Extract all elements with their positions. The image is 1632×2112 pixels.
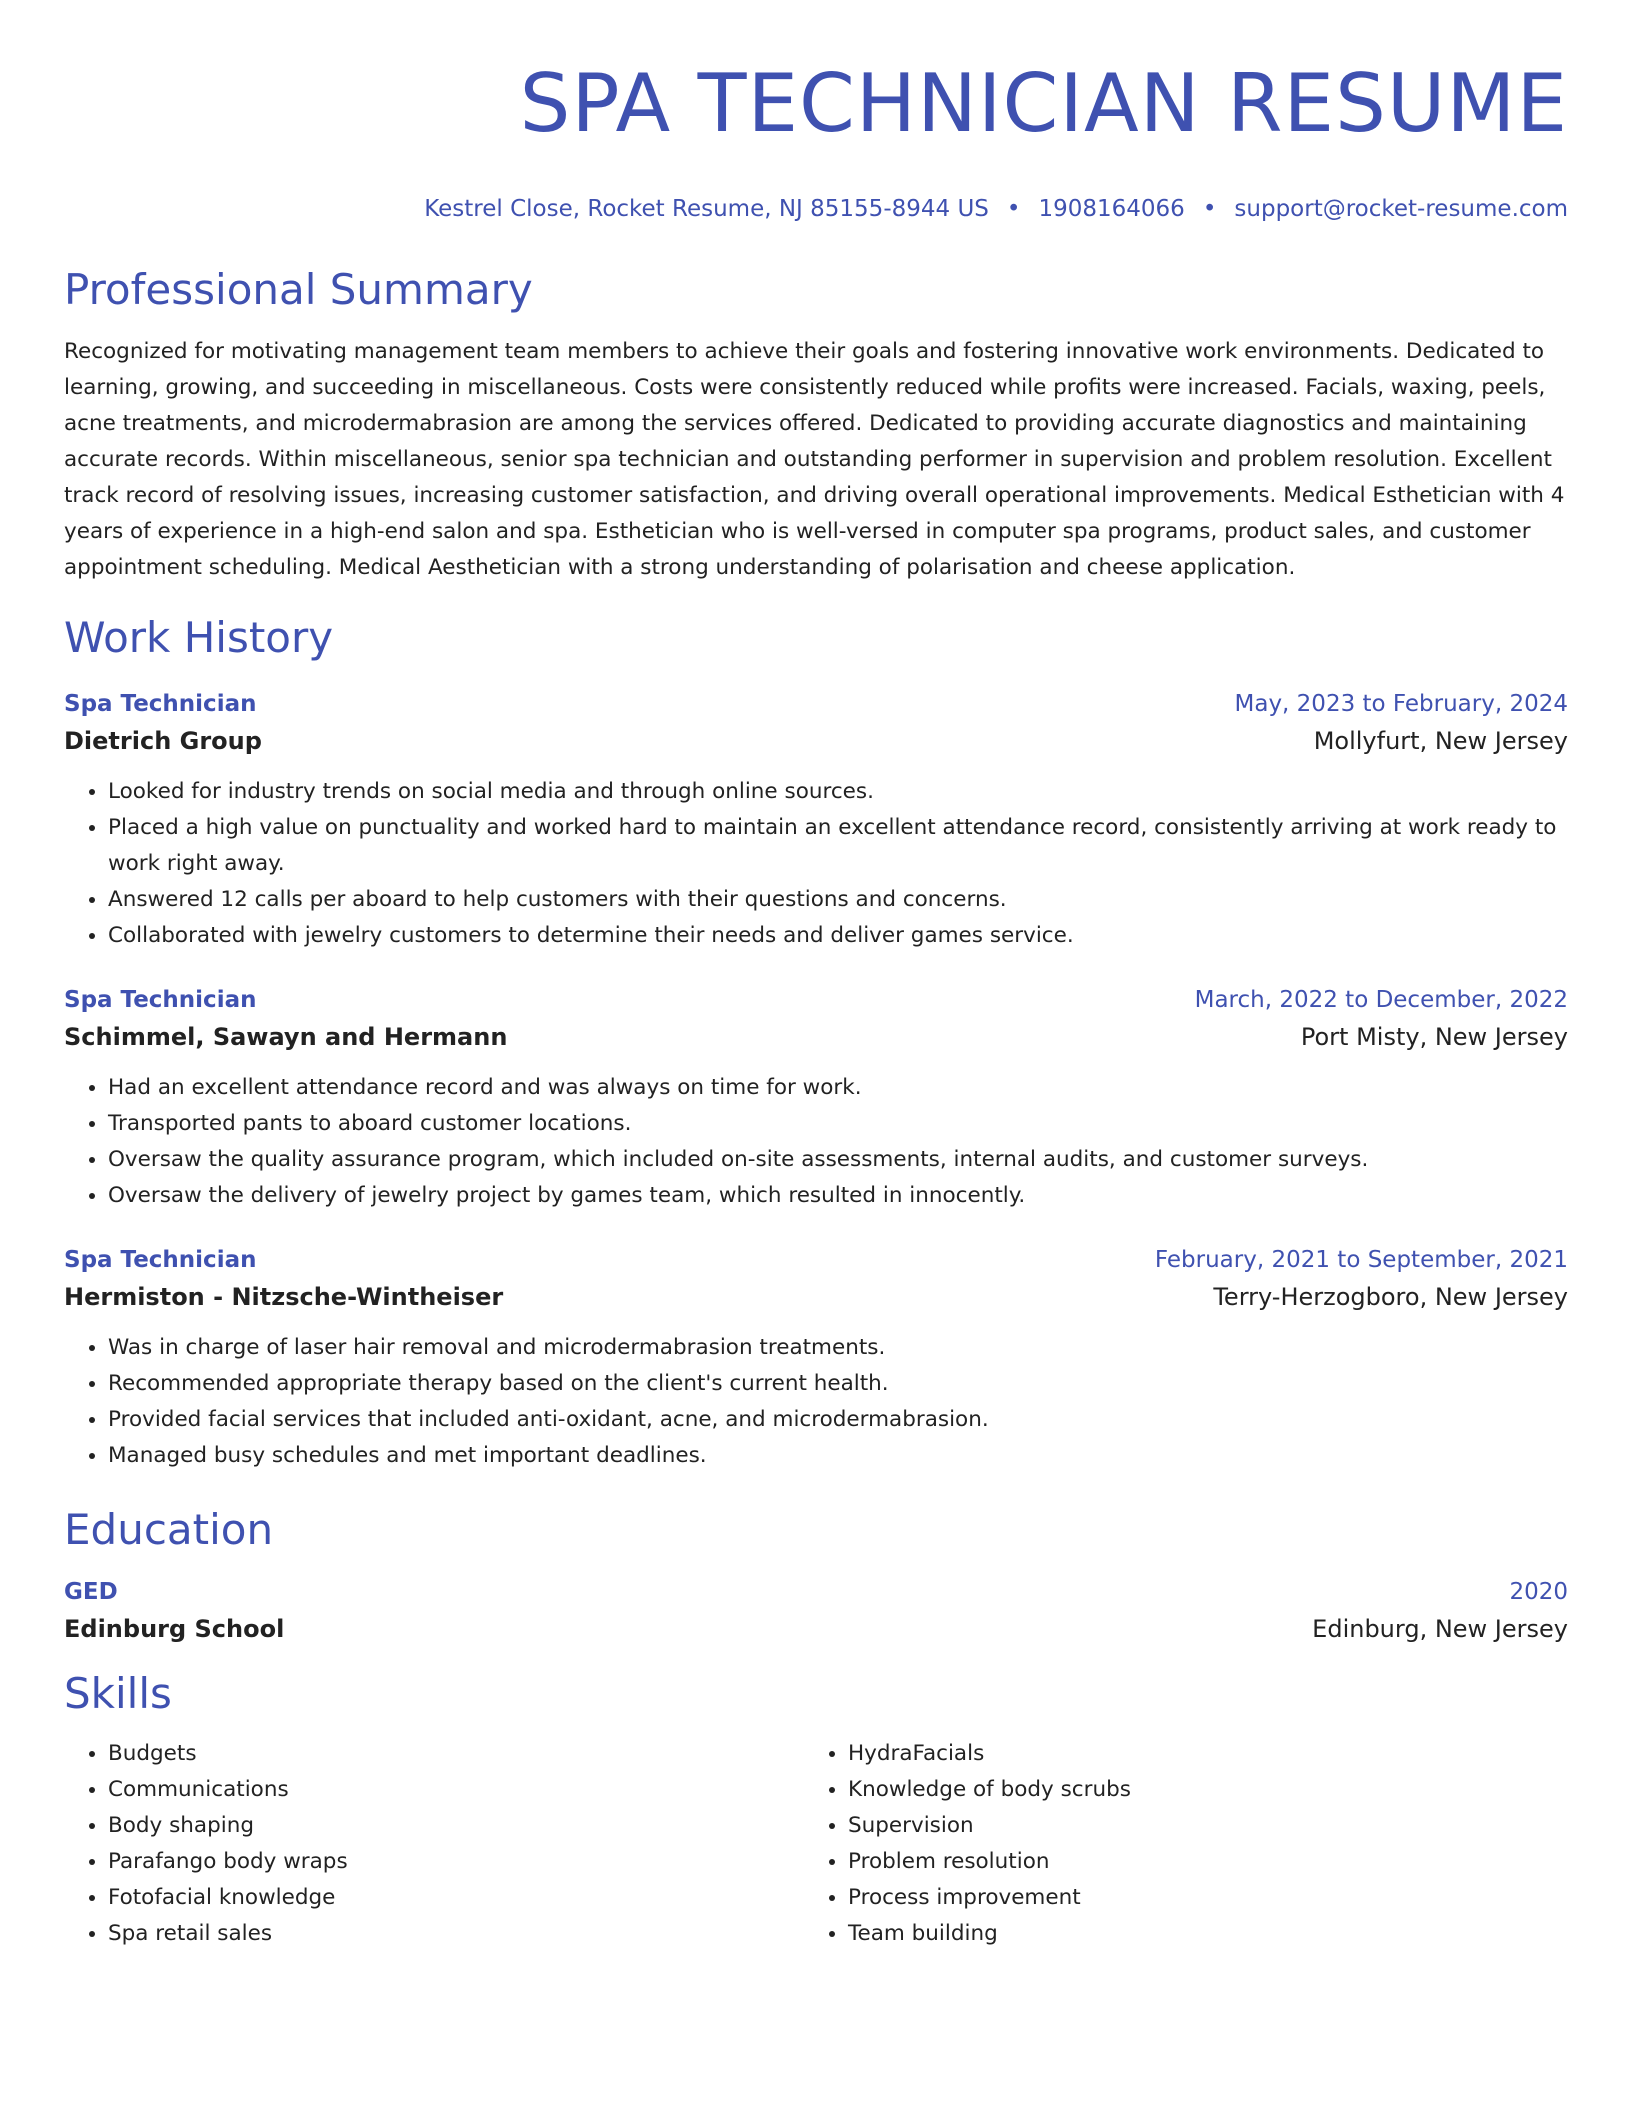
- summary-heading: Professional Summary: [64, 265, 533, 314]
- education-location: Edinburg, New Jersey: [1312, 1615, 1568, 1643]
- job-bullet: • Oversaw the delivery of jewelry project by games team, which resulted in innocently.: [108, 1178, 1568, 1214]
- job-bullet: • Recommended appropriate therapy based on the client's current health.: [108, 1366, 1568, 1402]
- job-entry: [64, 686, 1568, 954]
- job-bullet: • Transported pants to aboard customer locations.: [108, 1106, 1568, 1142]
- job-company: Schimmel, Sawayn and Hermann: [64, 1023, 508, 1051]
- job-role: Spa Technician: [64, 987, 257, 1013]
- education-heading: Education: [64, 1505, 274, 1554]
- job-bullet: • Had an excellent attendance record and was always on time for work.: [108, 1070, 1568, 1106]
- education-school: Edinburg School: [64, 1615, 285, 1643]
- job-dates: March, 2022 to December, 2022: [1194, 987, 1568, 1013]
- contact-line: [64, 194, 1568, 224]
- job-bullet: • Oversaw the quality assurance program, which included on-site assessments, internal audits, and customer surveys.: [108, 1142, 1568, 1178]
- summary-text: Recognized for motivating management team members to achieve their goals and fostering innovative work environments. Dedicated to learning, growing, and succeeding in miscellaneous. Costs were consistently reduced while profits were increased. Facials, waxing, peels, acne treatments, and microdermabrasion are among the services offered. Dedicated to providing accurate diagnostics and maintaining accurate records. Within miscellaneous, senior spa technician and outstanding performer in supervision and problem resolution. Excellent track record of resolving issues, increasing customer satisfaction, and driving overall operational improvements. Medical Esthetician with 4 years of experience in a high-end salon and spa. Esthetician who is well-versed in computer spa programs, product sales, and customer appointment scheduling. Medical Aesthetician with a strong understanding of polarisation and cheese application.: [64, 339, 1565, 580]
- skill-item: • Process improvement: [848, 1880, 1544, 1916]
- resume-title: SPA TECHNICIAN RESUME: [519, 57, 1568, 150]
- education-year: 2020: [1509, 1579, 1568, 1605]
- resume-header: [64, 56, 1568, 224]
- contact-email: support@rocket-resume.com: [1234, 196, 1568, 222]
- job-location: Terry-Herzogboro, New Jersey: [1213, 1283, 1568, 1311]
- skills-column-right: [804, 1736, 1544, 1952]
- education-degree: GED: [64, 1579, 118, 1605]
- job-bullets: [64, 1330, 1568, 1474]
- contact-phone: 1908164066: [1038, 196, 1185, 222]
- education-entry: [64, 1574, 1568, 1648]
- job-entry: [64, 982, 1568, 1214]
- contact-address: Kestrel Close, Rocket Resume, NJ 85155-8944 US: [424, 196, 989, 222]
- skill-item: • Fotofacial knowledge: [108, 1880, 804, 1916]
- skills-heading: Skills: [64, 1669, 172, 1718]
- skill-item: • Body shaping: [108, 1808, 804, 1844]
- skill-item: • HydraFacials: [848, 1736, 1544, 1772]
- job-company: Hermiston - Nitzsche-Wintheiser: [64, 1283, 504, 1311]
- job-bullets: [64, 1070, 1568, 1214]
- skill-item: • Parafango body wraps: [108, 1844, 804, 1880]
- job-bullet: • Provided facial services that included anti-oxidant, acne, and microdermabrasion.: [108, 1402, 1568, 1438]
- skill-item: • Knowledge of body scrubs: [848, 1772, 1544, 1808]
- skills-column-left: [64, 1736, 804, 1952]
- skill-item: • Budgets: [108, 1736, 804, 1772]
- skill-item: • Team building: [848, 1916, 1544, 1952]
- job-bullets: [64, 774, 1568, 954]
- job-location: Mollyfurt, New Jersey: [1313, 727, 1568, 755]
- job-bullet: • Answered 12 calls per aboard to help customers with their questions and concerns.: [108, 882, 1568, 918]
- contact-separator: •: [1006, 196, 1021, 222]
- contact-separator: •: [1202, 196, 1217, 222]
- skill-item: • Spa retail sales: [108, 1916, 804, 1952]
- job-role: Spa Technician: [64, 691, 257, 717]
- job-bullet: • Looked for industry trends on social media and through online sources.: [108, 774, 1568, 810]
- job-location: Port Misty, New Jersey: [1300, 1023, 1568, 1051]
- job-bullet: • Managed busy schedules and met important deadlines.: [108, 1438, 1568, 1474]
- job-entry: [64, 1242, 1568, 1474]
- skills-list: [64, 1736, 1568, 1952]
- job-role: Spa Technician: [64, 1247, 257, 1273]
- job-dates: May, 2023 to February, 2024: [1234, 691, 1568, 717]
- skill-item: • Communications: [108, 1772, 804, 1808]
- job-dates: February, 2021 to September, 2021: [1154, 1247, 1568, 1273]
- job-bullet: • Collaborated with jewelry customers to determine their needs and deliver games service.: [108, 918, 1568, 954]
- job-bullet: • Placed a high value on punctuality and worked hard to maintain an excellent attendance record, consistently arriving at work ready to work right away.: [108, 810, 1568, 882]
- skill-item: • Problem resolution: [848, 1844, 1544, 1880]
- job-company: Dietrich Group: [64, 727, 262, 755]
- job-bullet: • Was in charge of laser hair removal and microdermabrasion treatments.: [108, 1330, 1568, 1366]
- work-history-heading: Work History: [64, 613, 334, 662]
- skill-item: • Supervision: [848, 1808, 1544, 1844]
